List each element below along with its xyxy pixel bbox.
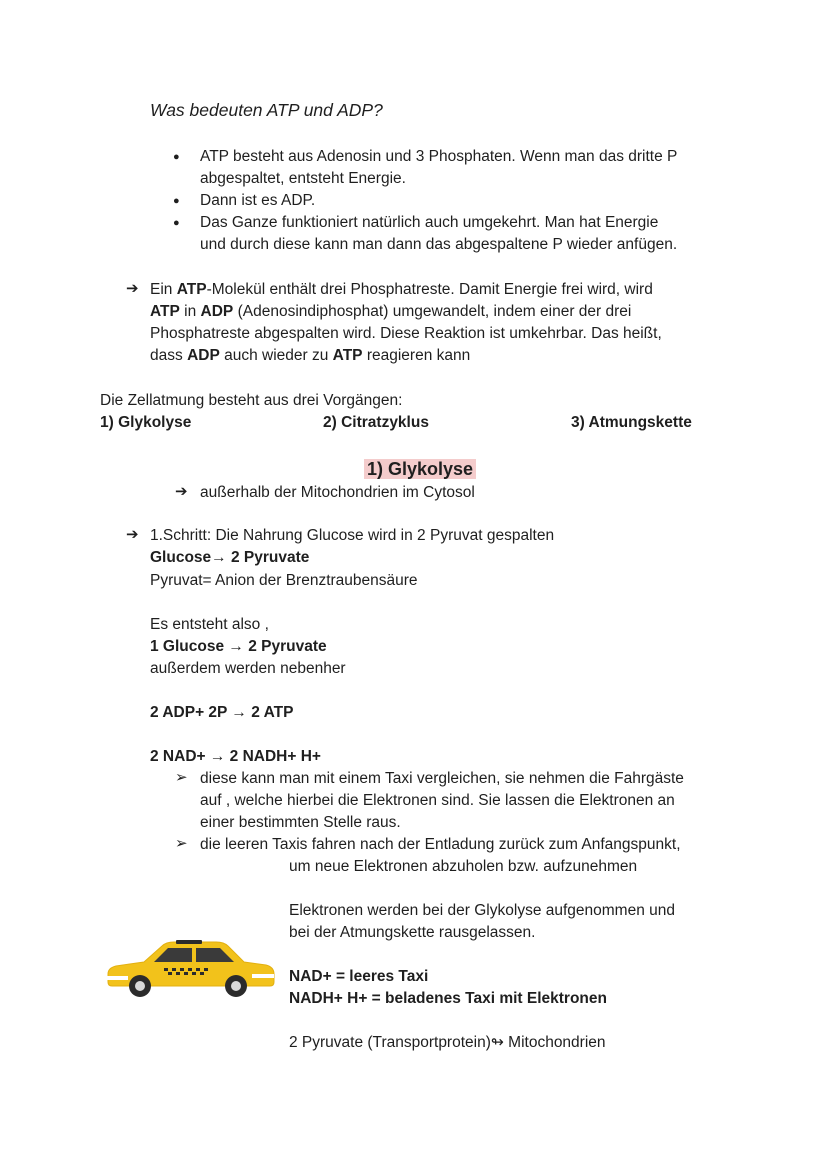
text-line: Elektronen werden bei der Glykolyse aufgenommen und bbox=[289, 902, 676, 919]
arrow-right-icon: ➔ bbox=[126, 280, 139, 297]
process-step: 1) Glykolyse bbox=[100, 414, 192, 431]
arrowhead-bullet-icon: ➢ bbox=[175, 769, 188, 786]
equation: 1 Glucose → 2 Pyruvate bbox=[150, 638, 327, 655]
text-line: Phosphatreste abgespalten wird. Diese Reaktion ist umkehrbar. Das heißt, bbox=[150, 325, 662, 342]
text-line: dass ADP auch wieder zu ATP reagieren kann bbox=[150, 347, 471, 364]
step-text: 1.Schritt: Die Nahrung Glucose wird in 2 Pyruvat gespalten bbox=[150, 527, 555, 544]
text-line: Ein ATP-Molekül enthält drei Phosphatreste. Damit Energie frei wird, wird bbox=[150, 281, 653, 298]
equation: 2 NAD+ → 2 NADH+ H+ bbox=[150, 748, 321, 765]
page-title: Was bedeuten ATP und ADP? bbox=[150, 100, 383, 120]
list-item: ● ATP besteht aus Adenosin und 3 Phosphaten. Wenn man das dritte P bbox=[200, 146, 677, 168]
equation: Glucose→ 2 Pyruvate bbox=[150, 549, 310, 566]
equation: NAD+ = leeres Taxi bbox=[289, 968, 429, 985]
list-item: ● Dann ist es ADP. bbox=[200, 190, 315, 212]
definition-text: Pyruvat= Anion der Brenztraubensäure bbox=[150, 572, 418, 589]
arrowhead-bullet-icon: ➢ bbox=[175, 835, 188, 852]
text-line: einer bestimmten Stelle raus. bbox=[200, 814, 401, 831]
equation: 2 ADP+ 2P → 2 ATP bbox=[150, 704, 294, 721]
location-text: außerhalb der Mitochondrien im Cytosol bbox=[200, 484, 475, 501]
list-item-continuation: und durch diese kann man dann das abgespaltene P wieder anfügen. bbox=[200, 236, 678, 253]
equation: NADH+ H+ = beladenes Taxi mit Elektronen bbox=[289, 990, 607, 1007]
text-line: Es entsteht also , bbox=[150, 616, 269, 633]
text-line: diese kann man mit einem Taxi vergleichen, sie nehmen die Fahrgäste bbox=[200, 770, 684, 787]
text-line: auf , welche hierbei die Elektronen sind. Sie lassen die Elektronen an bbox=[200, 792, 675, 809]
arrow-right-icon: ➔ bbox=[126, 526, 139, 543]
process-step: 3) Atmungskette bbox=[571, 414, 692, 431]
text-line: um neue Elektronen abzuholen bzw. aufzunehmen bbox=[289, 858, 638, 875]
list-item: ● Das Ganze funktioniert natürlich auch umgekehrt. Man hat Energie bbox=[200, 212, 658, 234]
process-step: 2) Citratzyklus bbox=[323, 414, 429, 431]
text-line: ATP in ADP (Adenosindiphosphat) umgewandelt, indem einer der drei bbox=[150, 303, 632, 320]
arrow-right-icon: ➔ bbox=[175, 483, 188, 500]
text-line: 2 Pyruvate (Transportprotein)↬ Mitochondrien bbox=[289, 1034, 606, 1051]
list-item-continuation: abgespaltet, entsteht Energie. bbox=[200, 170, 406, 187]
section-heading: 1) Glykolyse bbox=[364, 457, 476, 483]
text-line: außerdem werden nebenher bbox=[150, 660, 346, 677]
taxi-icon bbox=[104, 938, 276, 1000]
intro-text: Die Zellatmung besteht aus drei Vorgängen: bbox=[100, 392, 403, 409]
text-line: bei der Atmungskette rausgelassen. bbox=[289, 924, 536, 941]
text-line: die leeren Taxis fahren nach der Entladung zurück zum Anfangspunkt, bbox=[200, 836, 681, 853]
